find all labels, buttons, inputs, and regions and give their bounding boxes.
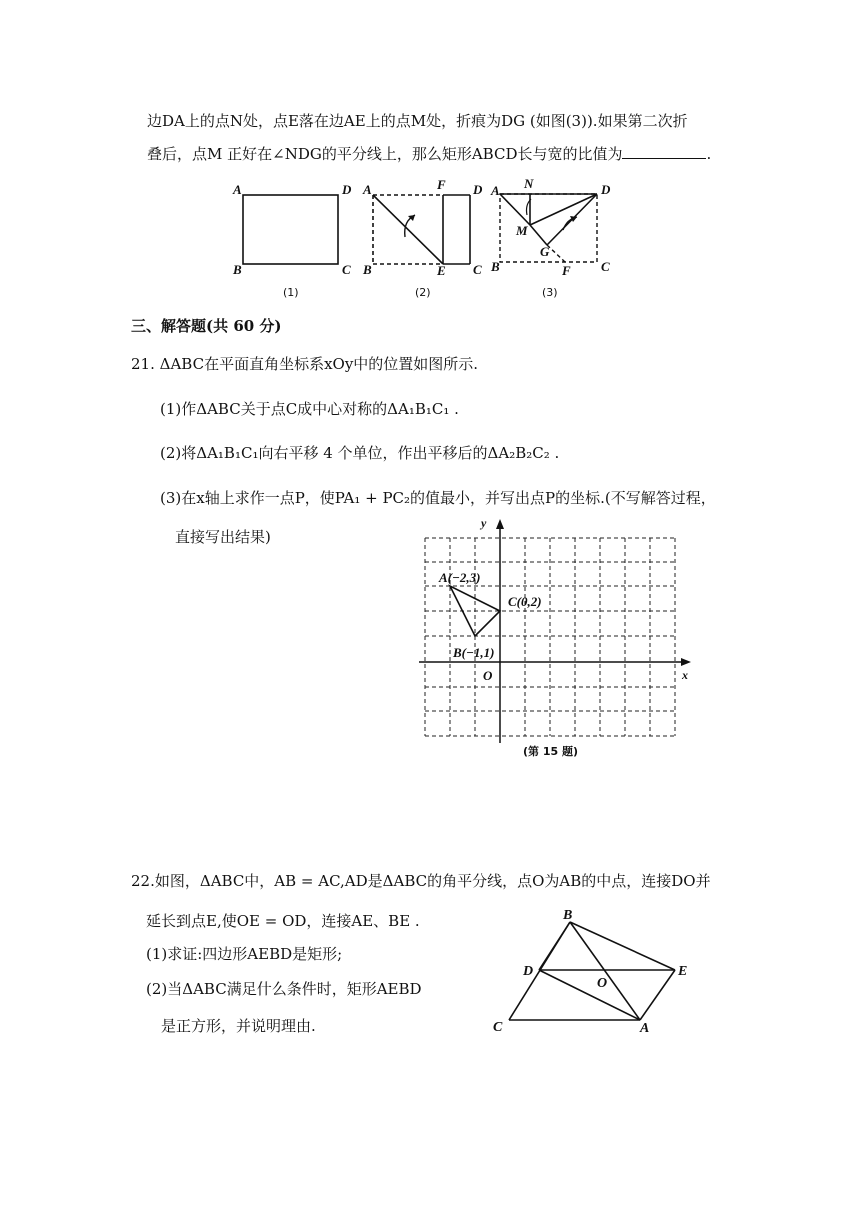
fig3-caption: (3) (542, 286, 558, 299)
fig3-label-g: G (540, 244, 550, 259)
q21-part-2: (2)将ΔA₁B₁C₁向右平移 4 个单位，作出平移后的ΔA₂B₂C₂ . (160, 444, 560, 462)
fig2-label-a: A (363, 182, 372, 197)
fig3-label-a: A (491, 183, 500, 198)
fig3-label-c: C (601, 259, 610, 274)
point-b-label: B(−1,1) (453, 645, 495, 660)
q22-part-2-line-1: (2)当ΔABC满足什么条件时，矩形AEBD (146, 980, 422, 998)
fig2-label-c: C (473, 262, 482, 277)
q21-part-3-line-1: (3)在x轴上求作一点P，使PA₁ + PC₂的值最小，并写出点P的坐标.(不写解答过程， (160, 489, 716, 507)
q21-part-3-line-2: 直接写出结果) (175, 528, 271, 546)
point-e: E (678, 964, 688, 979)
origin-label: O (483, 668, 493, 683)
x-axis-label: x (682, 668, 688, 682)
point-a: A (640, 1021, 650, 1036)
point-b: B (563, 908, 573, 923)
fig2-caption: (2) (415, 286, 431, 299)
quadrilateral-figure (485, 905, 700, 1035)
fig3-label-n: N (524, 176, 534, 191)
q20-line-2-text: 叠后，点M 正好在∠NDG的平分线上，那么矩形ABCD长与宽的比值为 (147, 145, 623, 163)
fig2-label-f: F (437, 177, 446, 192)
y-axis-label: y (481, 516, 487, 530)
fig3-label-m: M (516, 223, 528, 238)
fig1-label-b: B (233, 262, 242, 277)
fig1-caption: (1) (283, 286, 299, 299)
section3-heading: 三、解答题(共 60 分) (131, 317, 282, 335)
q22-part-1: (1)求证:四边形AEBD是矩形; (146, 945, 343, 963)
q21-stem: 21. ΔABC在平面直角坐标系xOy中的位置如图所示. (131, 355, 479, 373)
point-d: D (523, 964, 534, 979)
point-c: C (493, 1020, 503, 1035)
segment-da (539, 970, 640, 1020)
q22-part-2-line-2: 是正方形，并说明理由. (161, 1017, 316, 1035)
fig3-label-b: B (491, 259, 500, 274)
fold-figures (225, 175, 625, 305)
point-o: O (597, 976, 608, 991)
q21-part-1: (1)作ΔABC关于点C成中心对称的ΔA₁B₁C₁ . (160, 400, 459, 418)
fig2-label-b: B (363, 262, 372, 277)
grid-lines (425, 538, 675, 736)
q22-stem-line-1: 22.如图，ΔABC中，AB = AC,AD是ΔABC的角平分线，点O为AB的中点，连接DO并 (131, 872, 711, 890)
fig1-label-c: C (342, 262, 351, 277)
segment-be (570, 922, 675, 970)
point-a-label: A(−2,3) (439, 570, 481, 585)
coordinate-grid-figure (415, 515, 700, 765)
fig3-label-f: F (562, 263, 571, 278)
fig1-rectangle (243, 195, 338, 264)
fig2-label-d: D (473, 182, 483, 197)
x-axis-arrow (681, 658, 691, 666)
q20-line-2 (147, 143, 711, 165)
fig2-label-e: E (437, 263, 446, 278)
grid-caption: (第 15 题) (523, 745, 579, 758)
segment-db (539, 922, 570, 970)
fig3-label-d: D (601, 182, 611, 197)
q20-line-1: 边DA上的点N处，点E落在边AE上的点M处，折痕为DG (如图(3)).如果第二次折 (147, 112, 688, 130)
fig1-label-d: D (342, 182, 352, 197)
q20-line-2-end: . (706, 145, 712, 163)
q22-stem-line-2: 延长到点E,使OE = OD，连接AE、BE . (146, 912, 420, 930)
segment-ba (570, 922, 640, 1020)
point-c-label: C(0,2) (508, 594, 542, 609)
fig1-label-a: A (233, 182, 242, 197)
segment-ea (640, 970, 675, 1020)
y-axis-arrow (496, 519, 504, 529)
answer-blank (622, 144, 706, 159)
